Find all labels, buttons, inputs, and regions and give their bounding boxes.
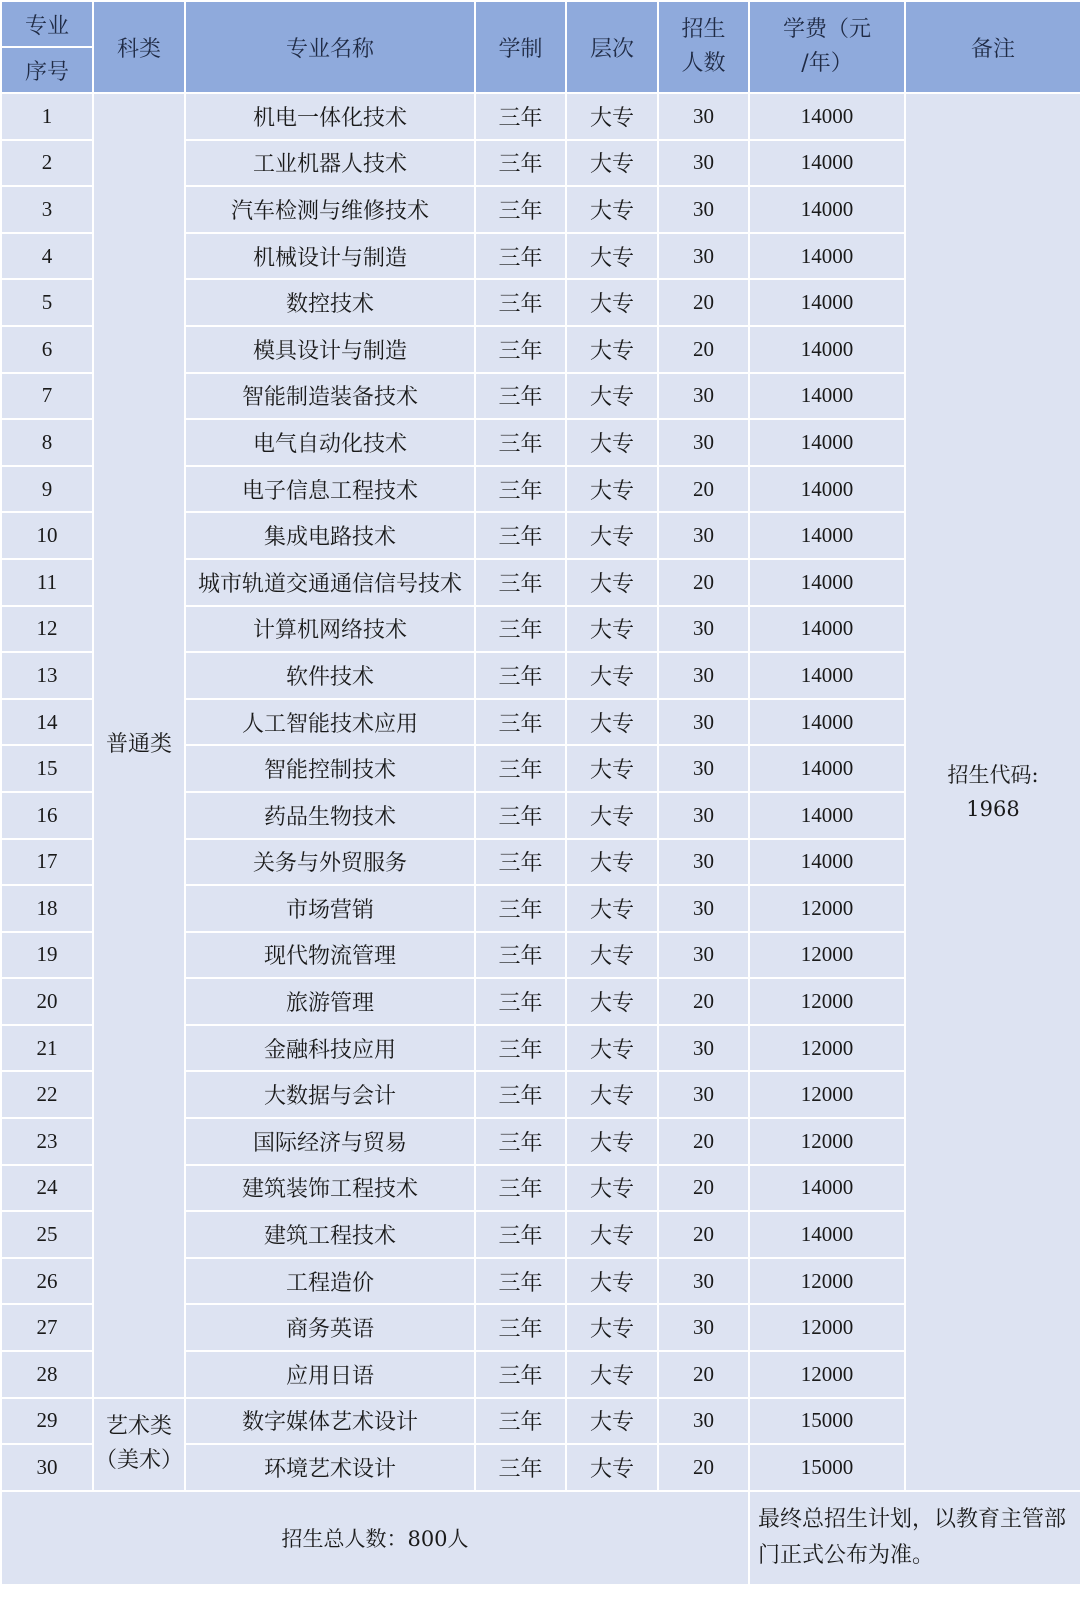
- row-seq: 2: [1, 140, 93, 187]
- row-enroll-count: 30: [658, 419, 749, 466]
- row-enroll-count: 30: [658, 885, 749, 932]
- row-major-name: 建筑工程技术: [185, 1211, 475, 1258]
- row-tuition: 12000: [749, 978, 905, 1025]
- row-enroll-count: 30: [658, 1025, 749, 1072]
- row-tuition: 12000: [749, 1258, 905, 1305]
- row-seq: 25: [1, 1211, 93, 1258]
- row-tuition: 12000: [749, 1351, 905, 1398]
- row-level: 大专: [566, 373, 658, 420]
- row-tuition: 15000: [749, 1398, 905, 1445]
- row-duration: 三年: [475, 559, 566, 606]
- row-tuition: 14000: [749, 512, 905, 559]
- row-tuition: 14000: [749, 606, 905, 653]
- row-level: 大专: [566, 1071, 658, 1118]
- row-major-name: 电子信息工程技术: [185, 466, 475, 513]
- row-duration: 三年: [475, 1258, 566, 1305]
- row-enroll-count: 20: [658, 279, 749, 326]
- row-major-name: 旅游管理: [185, 978, 475, 1025]
- row-major-name: 市场营销: [185, 885, 475, 932]
- row-level: 大专: [566, 1398, 658, 1445]
- row-major-name: 软件技术: [185, 652, 475, 699]
- header-seq-top: 专业: [1, 1, 93, 47]
- row-tuition: 12000: [749, 885, 905, 932]
- row-major-name: 数字媒体艺术设计: [185, 1398, 475, 1445]
- row-seq: 22: [1, 1071, 93, 1118]
- row-tuition: 14000: [749, 699, 905, 746]
- category-art-line2: （美术）: [94, 1448, 183, 1474]
- row-tuition: 12000: [749, 1025, 905, 1072]
- row-tuition: 14000: [749, 186, 905, 233]
- row-level: 大专: [566, 140, 658, 187]
- row-seq: 5: [1, 279, 93, 326]
- row-major-name: 计算机网络技术: [185, 606, 475, 653]
- row-seq: 17: [1, 839, 93, 886]
- header-major: 专业名称: [185, 1, 475, 93]
- row-level: 大专: [566, 606, 658, 653]
- row-duration: 三年: [475, 745, 566, 792]
- row-duration: 三年: [475, 373, 566, 420]
- row-level: 大专: [566, 839, 658, 886]
- row-enroll-count: 30: [658, 1304, 749, 1351]
- row-duration: 三年: [475, 419, 566, 466]
- header-row-1: [1, 1, 1080, 47]
- row-enroll-count: 30: [658, 839, 749, 886]
- row-enroll-count: 30: [658, 140, 749, 187]
- row-major-name: 数控技术: [185, 279, 475, 326]
- row-enroll-count: 20: [658, 559, 749, 606]
- row-seq: 28: [1, 1351, 93, 1398]
- row-tuition: 14000: [749, 326, 905, 373]
- header-level: 层次: [566, 1, 658, 93]
- remark-note: [905, 93, 1080, 1491]
- header-enroll-count: [658, 1, 749, 93]
- row-seq: 1: [1, 93, 93, 140]
- row-tuition: 14000: [749, 1165, 905, 1212]
- row-duration: 三年: [475, 1211, 566, 1258]
- row-level: 大专: [566, 1211, 658, 1258]
- row-duration: 三年: [475, 279, 566, 326]
- footer-row: [1, 1491, 1080, 1585]
- row-level: 大专: [566, 1258, 658, 1305]
- row-major-name: 环境艺术设计: [185, 1444, 475, 1491]
- row-enroll-count: 30: [658, 652, 749, 699]
- row-duration: 三年: [475, 512, 566, 559]
- row-level: 大专: [566, 279, 658, 326]
- row-tuition: 14000: [749, 93, 905, 140]
- row-tuition: 14000: [749, 745, 905, 792]
- row-seq: 24: [1, 1165, 93, 1212]
- row-enroll-count: 30: [658, 1071, 749, 1118]
- row-level: 大专: [566, 186, 658, 233]
- row-duration: 三年: [475, 1025, 566, 1072]
- row-major-name: 大数据与会计: [185, 1071, 475, 1118]
- row-enroll-count: 30: [658, 233, 749, 280]
- category-general: 普通类: [93, 93, 185, 1398]
- row-major-name: 建筑装饰工程技术: [185, 1165, 475, 1212]
- row-enroll-count: 30: [658, 1258, 749, 1305]
- row-major-name: 电气自动化技术: [185, 419, 475, 466]
- row-enroll-count: 20: [658, 1118, 749, 1165]
- row-level: 大专: [566, 699, 658, 746]
- row-tuition: 14000: [749, 466, 905, 513]
- row-duration: 三年: [475, 186, 566, 233]
- row-level: 大专: [566, 1025, 658, 1072]
- row-enroll-count: 30: [658, 606, 749, 653]
- final-plan-note: 最终总招生计划，以教育主管部门正式公布为准。: [749, 1491, 1080, 1585]
- row-seq: 27: [1, 1304, 93, 1351]
- row-duration: 三年: [475, 93, 566, 140]
- row-level: 大专: [566, 233, 658, 280]
- row-duration: 三年: [475, 699, 566, 746]
- row-level: 大专: [566, 419, 658, 466]
- row-duration: 三年: [475, 652, 566, 699]
- row-seq: 12: [1, 606, 93, 653]
- row-major-name: 工程造价: [185, 1258, 475, 1305]
- header-category: 科类: [93, 1, 185, 93]
- row-enroll-count: 30: [658, 932, 749, 979]
- row-tuition: 14000: [749, 652, 905, 699]
- row-level: 大专: [566, 512, 658, 559]
- row-tuition: 14000: [749, 419, 905, 466]
- row-tuition: 12000: [749, 1071, 905, 1118]
- total-enrollment: 招生总人数：800人: [1, 1491, 749, 1585]
- row-enroll-count: 20: [658, 1351, 749, 1398]
- row-seq: 6: [1, 326, 93, 373]
- row-enroll-count: 30: [658, 792, 749, 839]
- header-duration: 学制: [475, 1, 566, 93]
- row-tuition: 14000: [749, 373, 905, 420]
- row-level: 大专: [566, 1304, 658, 1351]
- row-seq: 13: [1, 652, 93, 699]
- header-fee-line2: /年）: [801, 51, 853, 76]
- row-tuition: 14000: [749, 279, 905, 326]
- row-duration: 三年: [475, 606, 566, 653]
- row-tuition: 14000: [749, 792, 905, 839]
- row-duration: 三年: [475, 1351, 566, 1398]
- header-tuition: [749, 1, 905, 93]
- row-tuition: 14000: [749, 1211, 905, 1258]
- row-major-name: 现代物流管理: [185, 932, 475, 979]
- header-remark: 备注: [905, 1, 1080, 93]
- row-enroll-count: 20: [658, 978, 749, 1025]
- header-enroll-line2: 人数: [681, 51, 726, 76]
- row-enroll-count: 20: [658, 1165, 749, 1212]
- row-level: 大专: [566, 792, 658, 839]
- row-level: 大专: [566, 1165, 658, 1212]
- row-tuition: 15000: [749, 1444, 905, 1491]
- row-major-name: 金融科技应用: [185, 1025, 475, 1072]
- row-enroll-count: 20: [658, 466, 749, 513]
- row-duration: 三年: [475, 466, 566, 513]
- row-seq: 7: [1, 373, 93, 420]
- row-tuition: 14000: [749, 839, 905, 886]
- row-duration: 三年: [475, 792, 566, 839]
- row-seq: 16: [1, 792, 93, 839]
- row-level: 大专: [566, 745, 658, 792]
- row-level: 大专: [566, 326, 658, 373]
- row-major-name: 药品生物技术: [185, 792, 475, 839]
- row-duration: 三年: [475, 1304, 566, 1351]
- row-major-name: 模具设计与制造: [185, 326, 475, 373]
- row-major-name: 智能制造装备技术: [185, 373, 475, 420]
- table-row: [1, 93, 1080, 140]
- row-enroll-count: 30: [658, 745, 749, 792]
- row-level: 大专: [566, 1351, 658, 1398]
- row-tuition: 14000: [749, 140, 905, 187]
- row-major-name: 智能控制技术: [185, 745, 475, 792]
- row-enroll-count: 20: [658, 326, 749, 373]
- row-major-name: 机械设计与制造: [185, 233, 475, 280]
- row-level: 大专: [566, 1444, 658, 1491]
- row-major-name: 应用日语: [185, 1351, 475, 1398]
- row-tuition: 12000: [749, 1304, 905, 1351]
- row-enroll-count: 30: [658, 186, 749, 233]
- table-body: [1, 93, 1080, 1491]
- row-duration: 三年: [475, 932, 566, 979]
- row-seq: 21: [1, 1025, 93, 1072]
- row-major-name: 机电一体化技术: [185, 93, 475, 140]
- row-enroll-count: 30: [658, 512, 749, 559]
- row-enroll-count: 30: [658, 373, 749, 420]
- row-level: 大专: [566, 466, 658, 513]
- row-seq: 23: [1, 1118, 93, 1165]
- row-level: 大专: [566, 1118, 658, 1165]
- header-enroll-line1: 招生: [681, 17, 726, 42]
- row-seq: 14: [1, 699, 93, 746]
- row-seq: 4: [1, 233, 93, 280]
- row-seq: 3: [1, 186, 93, 233]
- row-duration: 三年: [475, 233, 566, 280]
- row-major-name: 商务英语: [185, 1304, 475, 1351]
- row-seq: 18: [1, 885, 93, 932]
- row-duration: 三年: [475, 1444, 566, 1491]
- category-art-line1: 艺术类: [105, 1414, 172, 1440]
- row-duration: 三年: [475, 1118, 566, 1165]
- row-major-name: 国际经济与贸易: [185, 1118, 475, 1165]
- row-seq: 10: [1, 512, 93, 559]
- row-seq: 8: [1, 419, 93, 466]
- row-major-name: 集成电路技术: [185, 512, 475, 559]
- row-duration: 三年: [475, 885, 566, 932]
- row-tuition: 12000: [749, 1118, 905, 1165]
- row-level: 大专: [566, 885, 658, 932]
- row-level: 大专: [566, 978, 658, 1025]
- row-duration: 三年: [475, 1398, 566, 1445]
- row-duration: 三年: [475, 978, 566, 1025]
- row-tuition: 14000: [749, 559, 905, 606]
- row-seq: 15: [1, 745, 93, 792]
- row-major-name: 城市轨道交通通信信号技术: [185, 559, 475, 606]
- header-seq-bottom: 序号: [1, 47, 93, 93]
- row-seq: 26: [1, 1258, 93, 1305]
- row-enroll-count: 20: [658, 1211, 749, 1258]
- row-duration: 三年: [475, 1071, 566, 1118]
- row-seq: 19: [1, 932, 93, 979]
- row-seq: 30: [1, 1444, 93, 1491]
- row-enroll-count: 20: [658, 1444, 749, 1491]
- row-level: 大专: [566, 652, 658, 699]
- row-major-name: 工业机器人技术: [185, 140, 475, 187]
- row-tuition: 14000: [749, 233, 905, 280]
- row-seq: 9: [1, 466, 93, 513]
- category-art: [93, 1398, 185, 1491]
- remark-note-line1: 招生代码:: [947, 762, 1039, 787]
- row-enroll-count: 30: [658, 699, 749, 746]
- row-duration: 三年: [475, 1165, 566, 1212]
- row-major-name: 人工智能技术应用: [185, 699, 475, 746]
- row-duration: 三年: [475, 326, 566, 373]
- row-seq: 20: [1, 978, 93, 1025]
- row-level: 大专: [566, 559, 658, 606]
- header-fee-line1: 学费（元: [782, 17, 871, 42]
- remark-note-line2: 1968: [966, 796, 1020, 821]
- row-seq: 29: [1, 1398, 93, 1445]
- row-tuition: 12000: [749, 932, 905, 979]
- row-major-name: 汽车检测与维修技术: [185, 186, 475, 233]
- row-major-name: 关务与外贸服务: [185, 839, 475, 886]
- row-duration: 三年: [475, 140, 566, 187]
- row-enroll-count: 30: [658, 93, 749, 140]
- row-enroll-count: 30: [658, 1398, 749, 1445]
- row-duration: 三年: [475, 839, 566, 886]
- row-level: 大专: [566, 93, 658, 140]
- row-seq: 11: [1, 559, 93, 606]
- row-level: 大专: [566, 932, 658, 979]
